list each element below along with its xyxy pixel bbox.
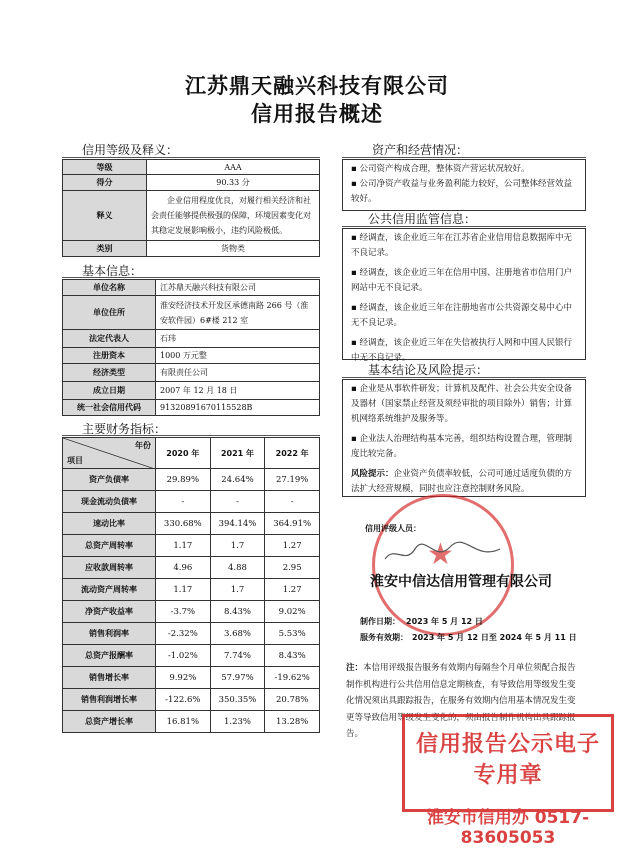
basic-value: 江苏鼎天融兴科技有限公司: [156, 280, 320, 296]
metric-value: 350.35%: [210, 689, 265, 711]
conclusion-item: ▪ 企业是从事软件研发；计算机及配件、社会公共安全设备及器材（国家禁止经营及须经审批的项目除外）销售；计算机网络系统维护及服务等。: [351, 384, 573, 424]
conclusion-box: [342, 379, 586, 497]
year-header: 2022 年: [265, 438, 320, 469]
header-item-label: 项目: [67, 456, 83, 465]
metric-value: 13.28%: [265, 711, 320, 733]
basic-value: 91320891670115528B: [156, 400, 320, 416]
metric-value: 1.17: [156, 535, 211, 557]
conclusion-rule: [342, 377, 586, 378]
finance-heading: 主要财务指标：: [82, 422, 167, 436]
metric-value: -: [210, 491, 265, 513]
metric-value: 57.97%: [210, 667, 265, 689]
basic-value: 淮安经济技术开发区承德南路 266 号（淮安软件园）6#楼 212 室: [156, 296, 320, 330]
basic-rule: [62, 277, 320, 278]
metric-value: 8.43%: [265, 645, 320, 667]
metric-label: 销售利润率: [63, 623, 156, 645]
basic-label: 法定代表人: [63, 330, 156, 348]
metric-value: 9.92%: [156, 667, 211, 689]
supervision-heading: 公共信用监管信息：: [368, 212, 477, 226]
assets-box: [342, 159, 586, 211]
header-year-label: 年份: [135, 441, 151, 450]
metric-value: 9.02%: [265, 601, 320, 623]
rating-rule: [62, 157, 320, 158]
metric-label: 净资产收益率: [63, 601, 156, 623]
note-text: 本信用评级报告服务有效期内每隔叁个月单位须配合报告制作机构进行公共信用信息定期核查，有导致信用等级发生变化情况须出具跟踪报告，在服务有效期内信用基本情况发生变更等导致信用等级发生变化的，须由报告制作机构出具跟踪报告。: [346, 663, 576, 739]
basic-label: 注册资本: [63, 348, 156, 364]
finance-table: [62, 437, 320, 733]
conclusion-item: ▪ 企业法人治理结构基本完善，组织结构设置合理，管理制度比较完备。: [351, 434, 572, 459]
metric-label: 总资产周转率: [63, 535, 156, 557]
metric-label: 速动比率: [63, 513, 156, 535]
meaning-label: 释义: [63, 191, 147, 241]
metric-label: 总资产报酬率: [63, 645, 156, 667]
risk-text: 企业资产负债率较低，公司可通过适度负债的方法扩大经营规模，同时也应注意控制财务风险。: [351, 469, 573, 494]
metric-value: 3.68%: [210, 623, 265, 645]
metric-label: 应收款周转率: [63, 557, 156, 579]
supervision-item: ▪ 经调查，该企业近三年在注册地省市公共资源交易中心中无不良记录。: [351, 303, 572, 328]
metric-label: 销售利润增长率: [63, 689, 156, 711]
report-title: 信用报告概述: [251, 102, 383, 126]
metric-value: -122.6%: [156, 689, 211, 711]
basic-label: 成立日期: [63, 382, 156, 400]
note-label: 注：: [346, 663, 364, 673]
basic-value: 石玮: [156, 330, 320, 348]
assets-item: ▪ 公司净资产收益与业务盈利能力较好，公司整体经营效益较好。: [351, 179, 572, 204]
date-line: 制作日期： 2023 年 5 月 12 日: [360, 617, 483, 626]
supervision-item: ▪ 经调查，该企业近三年在江苏省企业信用信息数据库中无不良记录。: [351, 233, 572, 258]
finance-corner-cell: [63, 438, 156, 469]
agency-seal: ★: [372, 494, 514, 636]
metric-value: 1.7: [210, 535, 265, 557]
stamp-line2: 淮安市信用办 0517-83605053: [426, 808, 590, 848]
metric-label: 销售增长率: [63, 667, 156, 689]
metric-label: 资产负债率: [63, 469, 156, 491]
metric-value: -19.62%: [265, 667, 320, 689]
basic-label: 经济类型: [63, 364, 156, 382]
metric-value: 1.7: [210, 579, 265, 601]
metric-value: 8.43%: [210, 601, 265, 623]
metric-value: 24.64%: [210, 469, 265, 491]
category-label: 类别: [63, 241, 147, 257]
valid-line: 服务有效期： 2023 年 5 月 12 日至 2024 年 5 月 11 日: [360, 633, 577, 642]
rating-label: 等级: [63, 160, 147, 175]
metric-value: 1.27: [265, 535, 320, 557]
finance-rule: [62, 435, 320, 436]
metric-value: 1.23%: [210, 711, 265, 733]
stamp-line1: 信用报告公示电子专用章: [415, 732, 600, 788]
basic-heading: 基本信息：: [82, 264, 143, 278]
rating-value: AAA: [147, 160, 320, 175]
basic-value: 2007 年 12 月 18 日: [156, 382, 320, 400]
assets-rule: [342, 157, 586, 158]
metric-value: 5.53%: [265, 623, 320, 645]
metric-label: 总资产增长率: [63, 711, 156, 733]
metric-label: 流动资产周转率: [63, 579, 156, 601]
metric-value: -1.02%: [156, 645, 211, 667]
basic-value: 有限责任公司: [156, 364, 320, 382]
supervision-item: ▪ 经调查，该企业近三年在信用中国、注册地省市信用门户网站中无不良记录。: [351, 268, 572, 293]
metric-value: 330.68%: [156, 513, 211, 535]
score-label: 得分: [63, 175, 147, 191]
risk-label: 风险提示：: [351, 469, 394, 479]
metric-value: -: [265, 491, 320, 513]
metric-value: -: [156, 491, 211, 513]
supervision-item: ▪ 经调查，该企业近三年在失信被执行人网和中国人民银行中无不良记录。: [351, 338, 572, 363]
metric-value: 7.74%: [210, 645, 265, 667]
assets-item: ▪ 公司资产构成合理，整体资产营运状况较好。: [351, 164, 530, 174]
rating-table: [62, 159, 320, 257]
basic-label: 单位名称: [63, 280, 156, 296]
metric-value: 27.19%: [265, 469, 320, 491]
basic-label: 统一社会信用代码: [63, 400, 156, 416]
basic-label: 单位住所: [63, 296, 156, 330]
metric-value: 1.27: [265, 579, 320, 601]
metric-value: 4.88: [210, 557, 265, 579]
assets-heading: 资产和经营情况：: [372, 143, 469, 157]
basic-info-table: [62, 279, 320, 416]
conclusion-heading: 基本结论及风险提示：: [368, 363, 489, 377]
metric-label: 现金流动负债率: [63, 491, 156, 513]
metric-value: 20.78%: [265, 689, 320, 711]
supervision-rule: [342, 226, 586, 227]
meaning-value: 企业信用程度优良，对履行相关经济和社会责任能够提供极强的保障，环境因素变化对其稳定发展影响极小，违约风险极低。: [147, 191, 320, 241]
metric-value: -3.7%: [156, 601, 211, 623]
rating-heading: 信用等级及释义：: [82, 143, 179, 157]
risk-hint: [351, 467, 577, 497]
supervision-box: [342, 228, 586, 363]
metric-value: 2.95: [265, 557, 320, 579]
rater-label: 信用评级人员：: [365, 524, 421, 533]
company-title: 江苏鼎天融兴科技有限公司: [185, 74, 449, 98]
metric-value: 16.81%: [156, 711, 211, 733]
basic-value: 1000 万元整: [156, 348, 320, 364]
metric-value: 394.14%: [210, 513, 265, 535]
agency-name: 淮安中信达信用管理有限公司: [370, 574, 552, 590]
metric-value: -2.32%: [156, 623, 211, 645]
score-value: 90.33 分: [147, 175, 320, 191]
public-notice-stamp: [402, 714, 614, 848]
year-header: 2021 年: [210, 438, 265, 469]
year-header: 2020 年: [156, 438, 211, 469]
signature: [380, 537, 510, 567]
metric-value: 364.91%: [265, 513, 320, 535]
metric-value: 29.89%: [156, 469, 211, 491]
metric-value: 1.17: [156, 579, 211, 601]
metric-value: 4.96: [156, 557, 211, 579]
category-value: 货物类: [147, 241, 320, 257]
